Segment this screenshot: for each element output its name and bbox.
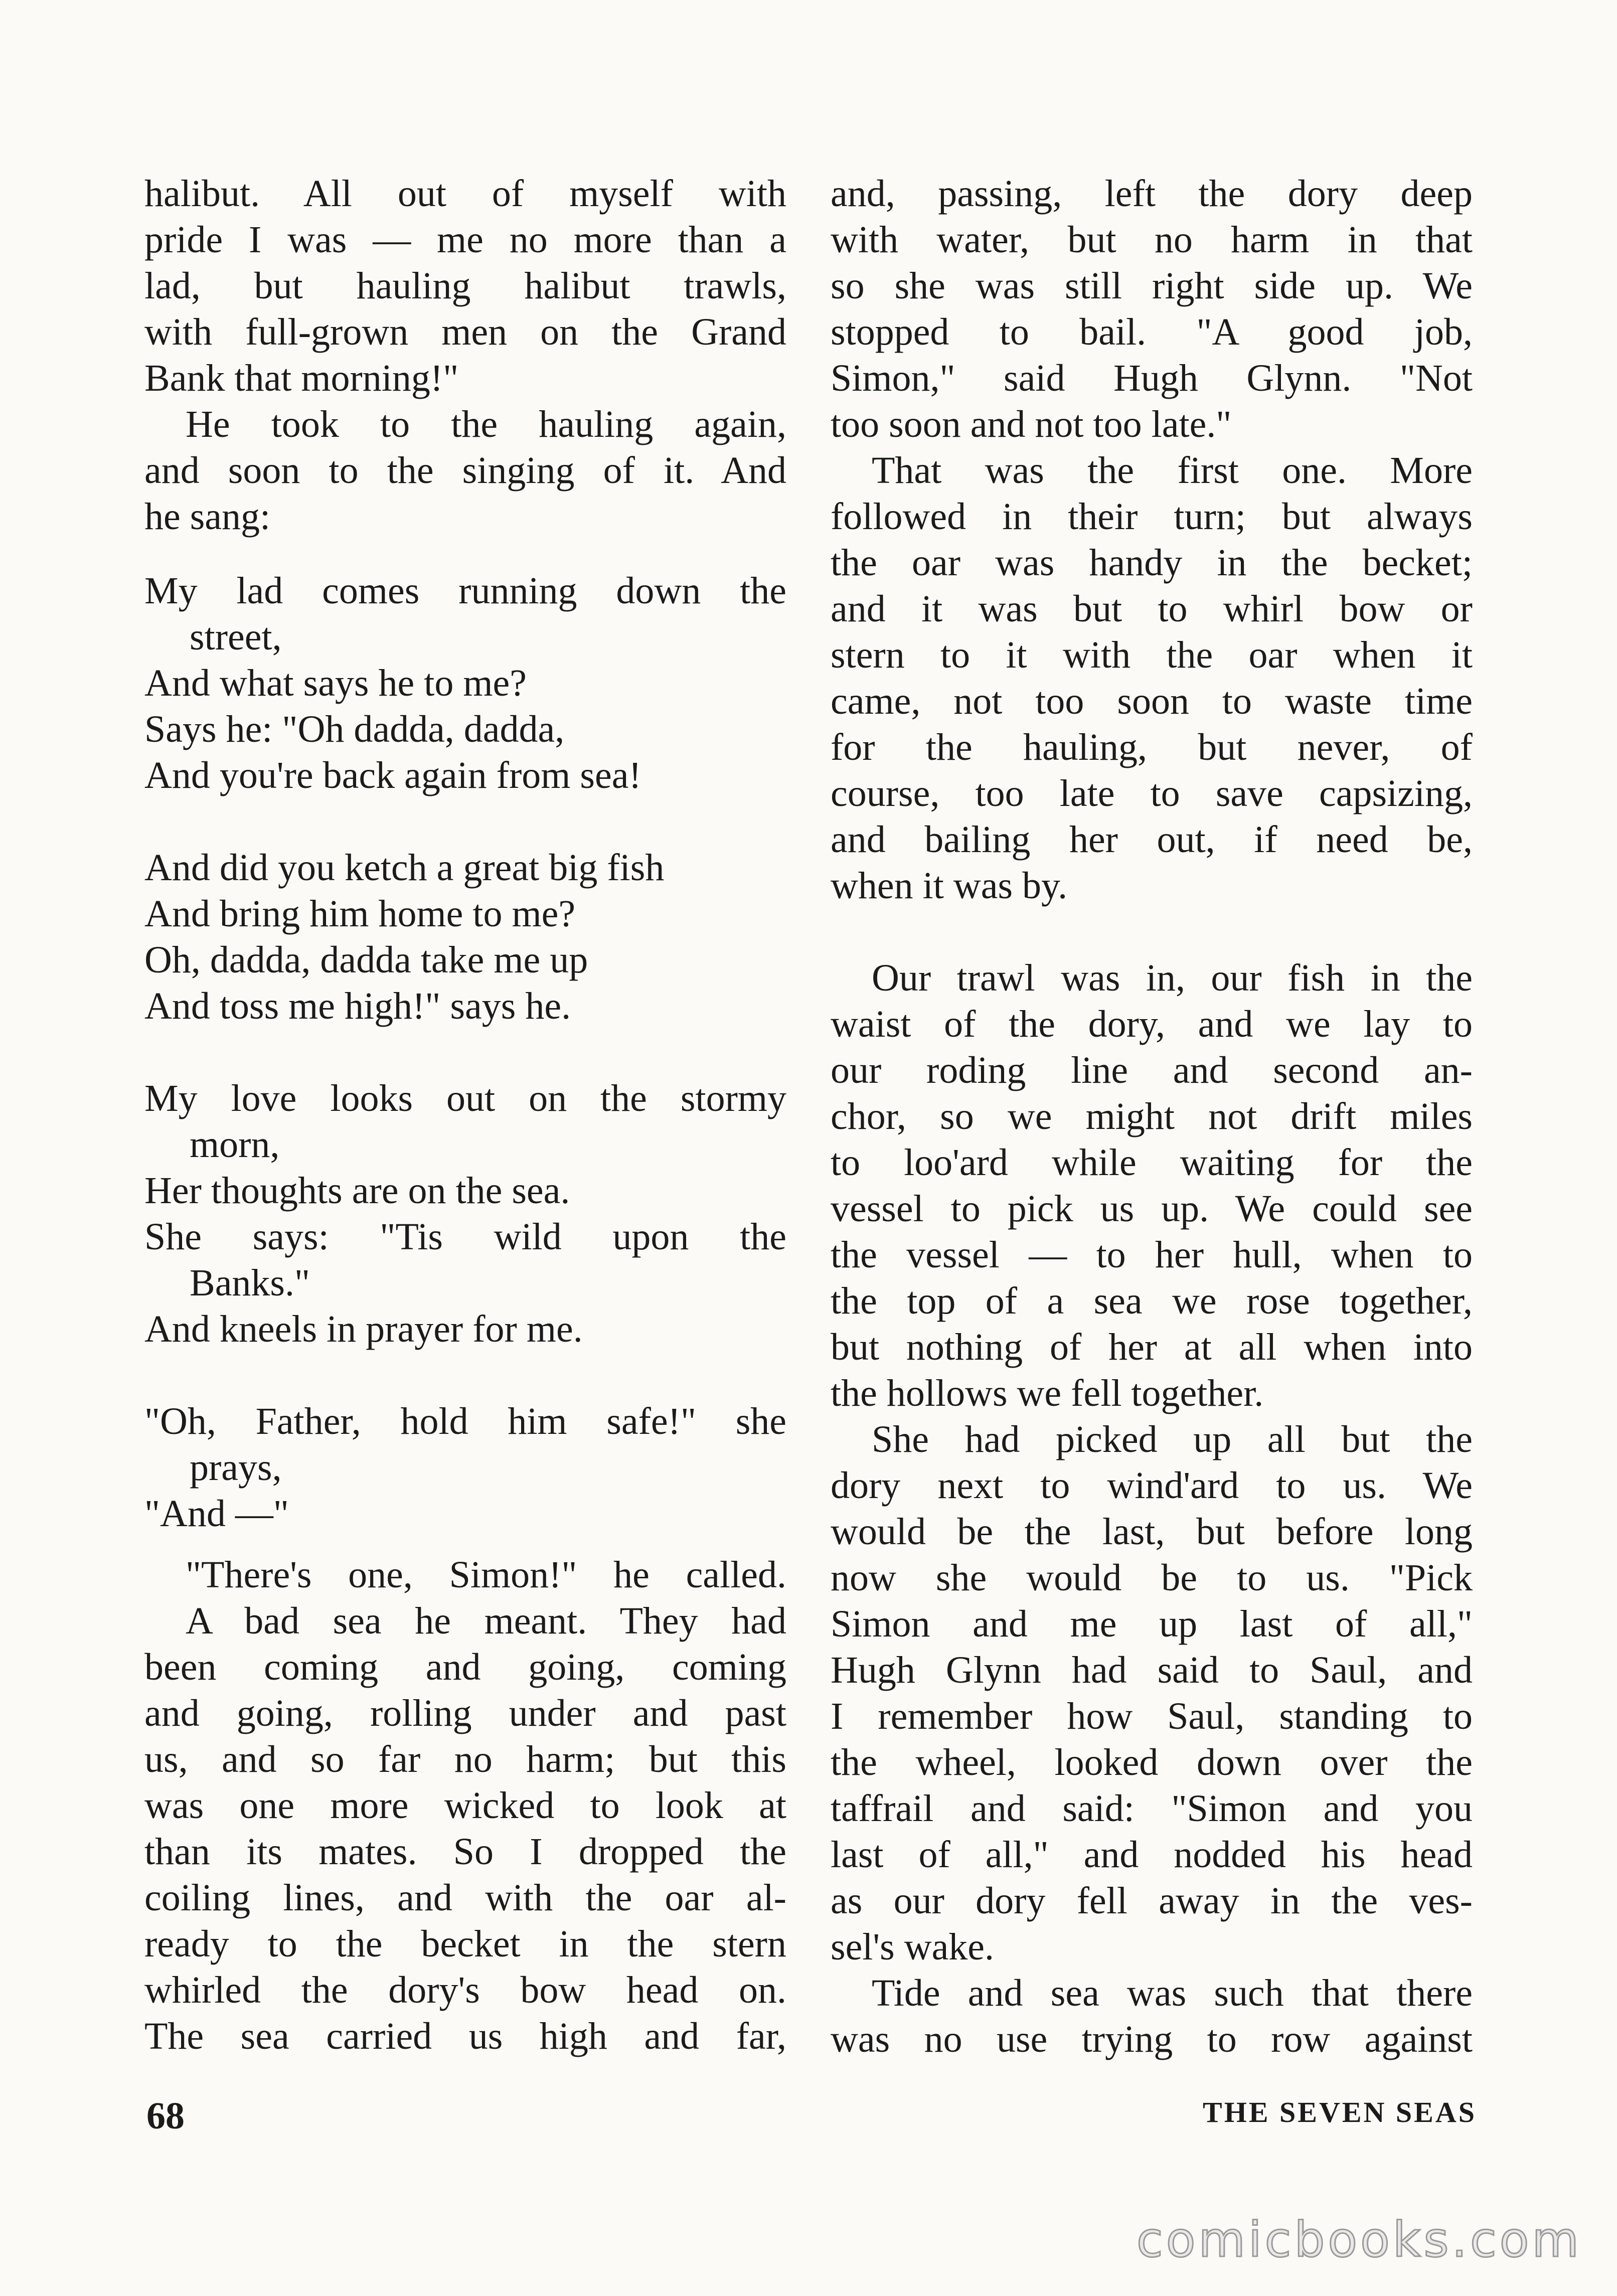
- verse-line: morn,: [190, 1123, 280, 1166]
- text-line: Tide and sea was such that there: [872, 1972, 1473, 2014]
- magazine-title: THE SEVEN SEAS: [1203, 2096, 1477, 2128]
- text-line: The sea carried us high and far,: [144, 2015, 786, 2057]
- text-line: whirled the dory's bow head on.: [144, 1969, 786, 2011]
- text-line: chor, so we might not drift miles: [831, 1095, 1473, 1137]
- right-column: [831, 171, 1473, 2062]
- verse-line: Says he: "Oh dadda, dadda,: [144, 708, 565, 750]
- text-line: than its mates. So I dropped the: [144, 1831, 786, 1873]
- text-line: and soon to the singing of it. And: [144, 449, 786, 491]
- song-verse-2: [144, 845, 786, 1029]
- text-line: the top of a sea we rose together,: [831, 1280, 1473, 1322]
- paragraph-trawl-in: [831, 955, 1473, 1416]
- verse-line: And did you ketch a great big fish: [144, 847, 665, 889]
- text-line: course, too late to save capsizing,: [831, 772, 1473, 814]
- text-line: Hugh Glynn had said to Saul, and: [831, 1649, 1473, 1691]
- text-line: sel's wake.: [831, 1926, 995, 1968]
- text-line: was one more wicked to look at: [144, 1784, 786, 1827]
- verse-line: prays,: [190, 1446, 282, 1489]
- text-line: was no use trying to row against: [831, 2018, 1473, 2060]
- paragraph-bad-sea: [144, 1598, 786, 2059]
- page-number: 68: [146, 2095, 185, 2137]
- text-line: the hollows we fell together.: [831, 1372, 1264, 1414]
- verse-line: My love looks out on the stormy: [144, 1077, 786, 1119]
- text-line: and bailing her out, if need be,: [831, 818, 1473, 861]
- text-line: with full-grown men on the Grand: [144, 311, 786, 353]
- text-line: I remember how Saul, standing to: [831, 1695, 1473, 1737]
- text-line: halibut. All out of myself with: [144, 173, 786, 215]
- verse-line: She says: "Tis wild upon the: [144, 1216, 786, 1258]
- paragraph-hauling: [144, 401, 786, 540]
- text-line: the oar was handy in the becket;: [831, 542, 1473, 584]
- text-line: and it was but to whirl bow or: [831, 588, 1473, 630]
- text-line: She had picked up all but the: [872, 1418, 1473, 1460]
- verse-line: "And —": [144, 1493, 289, 1535]
- text-line: with water, but no harm in that: [831, 219, 1473, 261]
- verse-line: And bring him home to me?: [144, 893, 576, 935]
- paragraph-first-one: [831, 447, 1473, 909]
- text-line: Simon and me up last of all,": [831, 1603, 1473, 1645]
- text-line: so she was still right side up. We: [831, 265, 1473, 307]
- verse-line: And kneels in prayer for me.: [144, 1308, 583, 1350]
- text-line: too soon and not too late.": [831, 403, 1232, 445]
- text-line: the wheel, looked down over the: [831, 1741, 1473, 1783]
- text-line: the vessel — to her hull, when to: [831, 1234, 1473, 1276]
- verse-line: Her thoughts are on the sea.: [144, 1170, 570, 1212]
- text-line: and, passing, left the dory deep: [831, 173, 1473, 215]
- watermark: comicbooks.com: [1136, 2212, 1582, 2268]
- text-line: came, not too soon to waste time: [831, 680, 1473, 722]
- verse-line: Oh, dadda, dadda take me up: [144, 939, 588, 981]
- text-line: Bank that morning!": [144, 357, 459, 399]
- left-column: [144, 171, 786, 2059]
- text-line: as our dory fell away in the ves-: [831, 1880, 1473, 1922]
- text-line: for the hauling, but never, of: [831, 726, 1473, 768]
- verse-line: "Oh, Father, hold him safe!" she: [144, 1400, 786, 1442]
- song-verse-4: [144, 1398, 786, 1537]
- text-line: our roding line and second an-: [831, 1049, 1473, 1091]
- paragraph-theres-one: [144, 1552, 786, 1598]
- text-line: "There's one, Simon!" he called.: [186, 1554, 786, 1596]
- text-line: pride I was — me no more than a: [144, 219, 786, 261]
- verse-line: My lad comes running down the: [144, 570, 786, 612]
- paragraph-passing: [831, 171, 1473, 447]
- text-line: stern to it with the oar when it: [831, 634, 1473, 676]
- text-line: Our trawl was in, our fish in the: [872, 957, 1473, 999]
- song-verse-3: [144, 1075, 786, 1352]
- text-line: but nothing of her at all when into: [831, 1326, 1473, 1368]
- text-line: vessel to pick us up. We could see: [831, 1188, 1473, 1230]
- text-line: He took to the hauling again,: [186, 403, 786, 445]
- text-line: coiling lines, and with the oar al-: [144, 1877, 786, 1919]
- text-line: stopped to bail. "A good job,: [831, 311, 1473, 353]
- text-line: taffrail and said: "Simon and you: [831, 1787, 1473, 1830]
- text-line: us, and so far no harm; but this: [144, 1738, 786, 1780]
- text-line: last of all," and nodded his head: [831, 1834, 1473, 1876]
- text-line: Simon," said Hugh Glynn. "Not: [831, 357, 1473, 399]
- verse-line: And what says he to me?: [144, 662, 527, 704]
- verse-line: And toss me high!" says he.: [144, 985, 571, 1027]
- verse-line: And you're back again from sea!: [144, 754, 641, 796]
- text-line: been coming and going, coming: [144, 1646, 786, 1688]
- text-line: and going, rolling under and past: [144, 1692, 786, 1734]
- text-line: followed in their turn; but always: [831, 496, 1473, 538]
- text-line: A bad sea he meant. They had: [186, 1600, 786, 1642]
- text-line: lad, but hauling halibut trawls,: [144, 265, 786, 307]
- text-line: when it was by.: [831, 865, 1068, 907]
- paragraph-halibut: [144, 171, 786, 401]
- text-line: dory next to wind'ard to us. We: [831, 1464, 1473, 1507]
- text-line: would be the last, but before long: [831, 1511, 1473, 1553]
- song-verse-1: [144, 568, 786, 798]
- paragraph-picked-up: [831, 1416, 1473, 1970]
- text-line: ready to the becket in the stern: [144, 1923, 786, 1965]
- verse-line: Banks.": [190, 1262, 310, 1304]
- paragraph-tide-and-sea: [831, 1970, 1473, 2062]
- text-line: That was the first one. More: [872, 449, 1473, 491]
- text-line: waist of the dory, and we lay to: [831, 1003, 1473, 1045]
- text-line: he sang:: [144, 496, 271, 538]
- text-line: to loo'ard while waiting for the: [831, 1141, 1473, 1184]
- text-line: now she would be to us. "Pick: [831, 1557, 1473, 1599]
- verse-line: street,: [190, 616, 282, 658]
